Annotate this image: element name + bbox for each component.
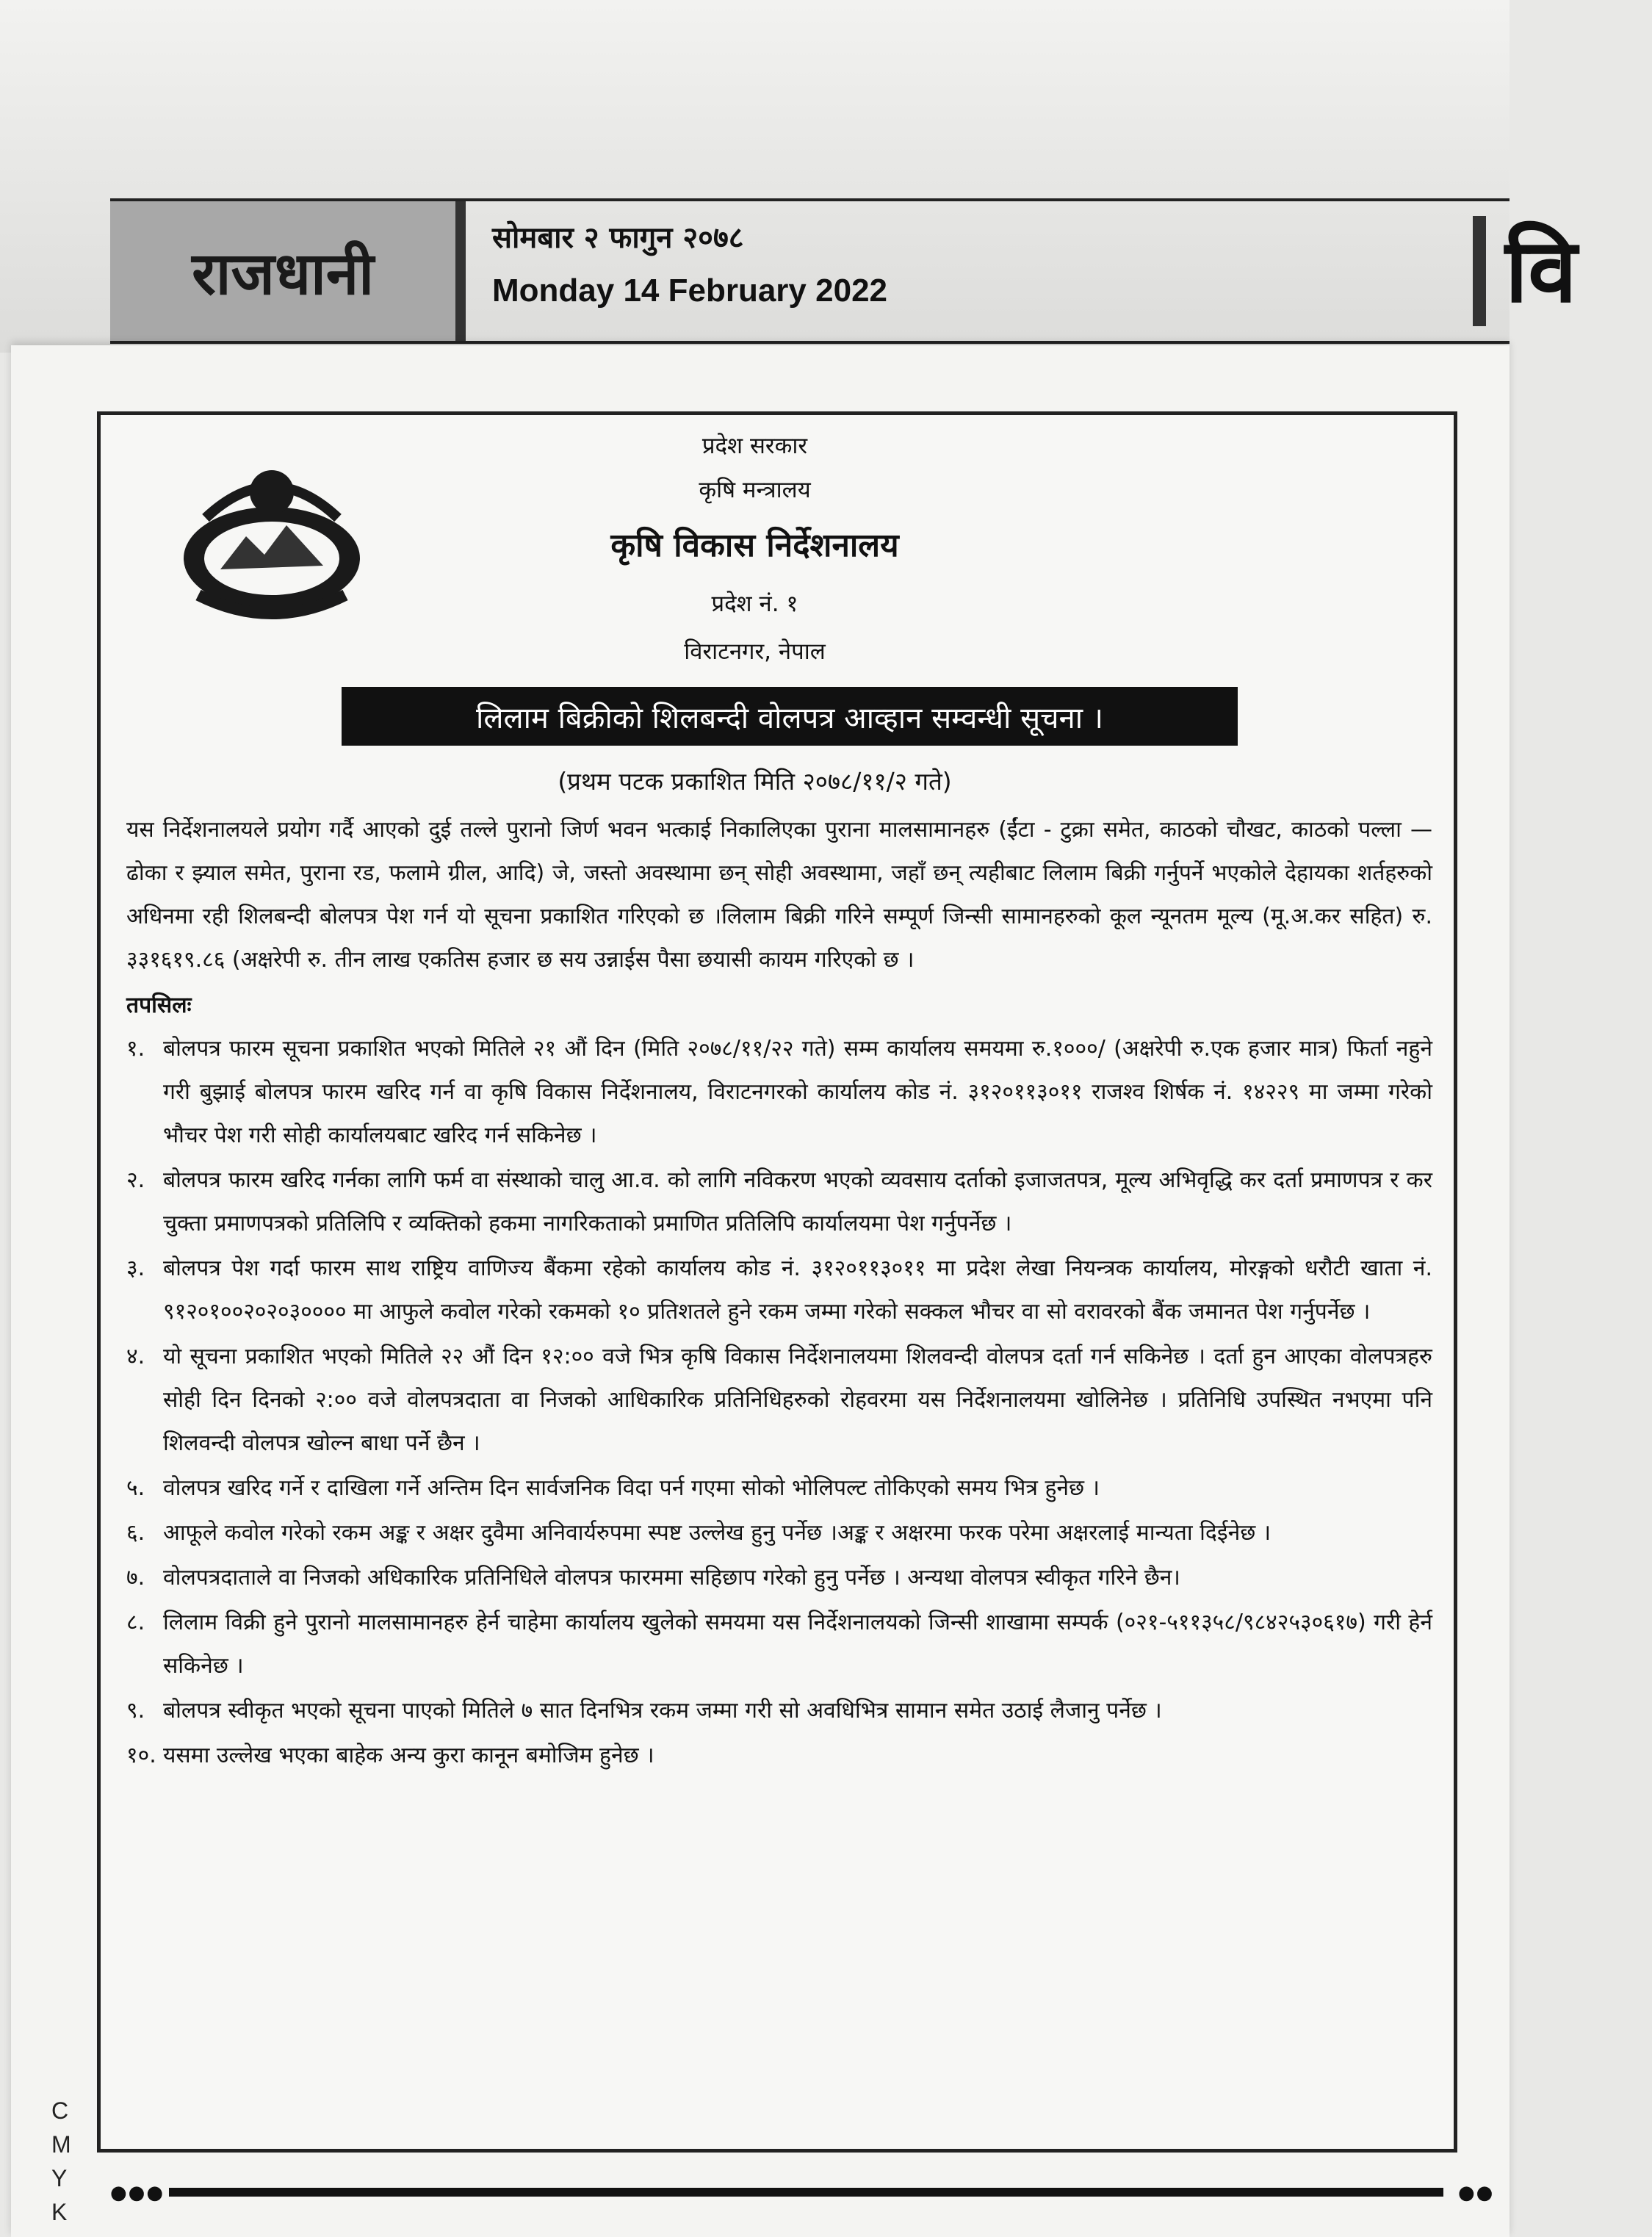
condition-text: यसमा उल्लेख भएका बाहेक अन्य कुरा कानून बमोजिम हुनेछ । (163, 1743, 654, 1768)
intro-paragraph: यस निर्देशनालयले प्रयोग गर्दै आएको दुई तल्ले पुरानो जिर्ण भवन भत्काई निकालिएका पुराना मालसामानहरु (ईंटा - टुक्रा समेत, काठको चौखट, काठको पल्ला — ढोका र झ्याल समेत, पुराना रड, फलामे ग्रील, आदि) जे, जस्तो अवस्थामा छन् सोही अवस्थामा, जहाँ छन् त्यहीबाट लिलाम बिक्री गर्नुपर्ने भएकोले देहायका शर्तहरुको अधिनमा रही शिलबन्दी बोलपत्र पेश गर्न यो सूचना प्रकाशित गरिएको छ ।लिलाम बिक्री गरिने सम्पूर्ण जिन्सी सामानहरुको कूल न्यूनतम मूल्य (मू.अ.कर सहित) रु. ३३१६१९.८६ (अक्षरेपी रु. तीन लाख एकतिस हजार छ सय उन्नाईस पैसा छयासी कायम गरिएको छ । (126, 817, 1432, 973)
condition-text: आफूले कवोल गरेको रकम अङ्क र अक्षर दुवैमा अनिवार्यरुपमा स्पष्ट उल्लेख हुनु पर्नेछ ।अङ्क र अक्षरमा फरक परेमा अक्षरलाई मान्यता दिईनेछ । (163, 1520, 1272, 1546)
condition-text: बोलपत्र फारम खरिद गर्नका लागि फर्म वा संस्थाको चालु आ.व. को लागि नविकरण भएको व्यवसाय दर्ताको इजाजतपत्र, मूल्य अभिवृद्धि कर दर्ता प्रमाणपत्र र कर चुक्ता प्रमाणपत्रको प्रतिलिपि र व्यक्तिको हकमा नागरिकताको प्रमाणित प्रतिलिपि कार्यालयमा पेश गर्नुपर्नेछ । (163, 1167, 1432, 1236)
province-line: प्रदेश नं. १ (711, 591, 798, 617)
date-nepali: सोमबार २ फागुन २०७८ (492, 221, 744, 255)
condition-item (126, 1466, 1432, 1510)
condition-number: ३. (126, 1256, 145, 1281)
newspaper-name: राजधानी (110, 201, 466, 341)
condition-item (126, 1511, 1432, 1555)
condition-number: २. (126, 1167, 145, 1193)
masthead-right-fragment: वि (1473, 216, 1652, 326)
condition-text: वोलपत्र खरिद गर्ने र दाखिला गर्ने अन्तिम दिन सार्वजनिक विदा पर्न गएमा सोको भोलिपल्ट तोकिएको समय भित्र हुनेछ । (163, 1475, 1100, 1501)
condition-item (126, 1335, 1432, 1465)
condition-item (126, 1689, 1432, 1732)
notice-title-band: लिलाम बिक्रीको शिलबन्दी वोलपत्र आव्हान सम्वन्धी सूचना । (342, 687, 1238, 746)
condition-text: वोलपत्रदाताले वा निजको अधिकारिक प्रतिनिधिले वोलपत्र फारममा सहिछाप गरेको हुनु पर्नेछ । अन्यथा वोलपत्र स्वीकृत गरिने छैन। (163, 1565, 1180, 1591)
conditions-list (126, 1027, 1432, 1777)
registration-dots: ●●● (110, 2182, 165, 2204)
details-heading: तपसिलः (126, 993, 192, 1018)
condition-number: ९. (126, 1698, 145, 1723)
condition-number: ७. (126, 1565, 145, 1591)
print-mark: K (51, 2199, 68, 2225)
ministry-line: कृषि मन्त्रालय (699, 477, 811, 503)
condition-item (126, 1247, 1432, 1333)
print-mark: Y (51, 2165, 68, 2191)
print-mark: M (51, 2131, 71, 2158)
location-line: विराटनगर, नेपाल (684, 638, 826, 665)
condition-text: बोलपत्र स्वीकृत भएको सूचना पाएको मितिले ७ सात दिनभित्र रकम जम्मा गरी सो अवधिभित्र सामान समेत उठाई लैजानु पर्नेछ । (163, 1698, 1162, 1723)
condition-number: ४. (126, 1344, 145, 1369)
condition-item (126, 1159, 1432, 1245)
footer-rule (169, 2188, 1443, 2197)
condition-number: १. (126, 1036, 145, 1062)
condition-item (126, 1556, 1432, 1599)
newspaper-masthead (110, 198, 1577, 344)
condition-number: १०. (126, 1743, 156, 1768)
condition-item (126, 1027, 1432, 1157)
condition-text: लिलाम विक्री हुने पुरानो मालसामानहरु हेर्न चाहेमा कार्यालय खुलेको समयमा यस निर्देशनालयको जिन्सी शाखामा सम्पर्क (०२१-५११३५८/९८४२५३०६१७) गरी हेर्न सकिनेछ । (163, 1610, 1432, 1679)
date-english: Monday 14 February 2022 (492, 273, 888, 309)
condition-number: ५. (126, 1475, 145, 1501)
cmyk-print-marks (51, 2094, 73, 2229)
notice-body (126, 808, 1432, 1777)
registration-dots: ●● (1458, 2182, 1495, 2204)
condition-item (126, 1734, 1432, 1777)
condition-text: बोलपत्र फारम सूचना प्रकाशित भएको मितिले २१ औं दिन (मिति २०७८/११/२२ गते) सम्म कार्यालय समयमा रु.१०००/ (अक्षरेपी रु.एक हजार मात्र) फिर्ता नहुने गरी बुझाई बोलपत्र फारम खरिद गर्न वा कृषि विकास निर्देशनालय, विराटनगरको कार्यालय कोड नं. ३१२०११३०११ राजश्व शिर्षक नं. १४२२९ मा जम्मा गरेको भौचर पेश गरी सोही कार्यालयबाट खरिद गर्न सकिनेछ । (163, 1036, 1432, 1148)
condition-number: ८. (126, 1610, 145, 1635)
print-mark: C (51, 2097, 69, 2124)
directorate-title: कृषि विकास निर्देशनालय (610, 527, 899, 564)
condition-number: ६. (126, 1520, 145, 1546)
condition-text: बोलपत्र पेश गर्दा फारम साथ राष्ट्रिय वाणिज्य बैंकमा रहेको कार्यालय कोड नं. ३१२०११३०११ मा प्रदेश लेखा नियन्त्रक कार्यालय, मोरङ्गको धरौटी खाता नं. ९१२०१००२०२०३०००० मा आफुले कवोल गरेको रकमको १० प्रतिशतले हुने रकम जम्मा गरेको सक्कल भौचर वा सो वरावरको बैंक जमानत पेश गर्नुपर्नेछ । (163, 1256, 1432, 1325)
condition-text: यो सूचना प्रकाशित भएको मितिले २२ औं दिन १२:०० वजे भित्र कृषि विकास निर्देशनालयमा शिलवन्दी वोलपत्र दर्ता गर्न सकिनेछ । दर्ता हुन आएका वोलपत्रहरु सोही दिन दिनको २:०० वजे वोलपत्रदाता वा निजको आधिकारिक प्रतिनिधिहरुको रोहवरमा यस निर्देशनालयमा खोलिनेछ । प्रतिनिधि उपस्थित नभएमा पनि शिलवन्दी वोलपत्र खोल्न बाधा पर्ने छैन । (163, 1344, 1432, 1456)
masthead-date (492, 216, 887, 309)
condition-item (126, 1601, 1432, 1687)
publication-date: (प्रथम पटक प्रकाशित मिति २०७८/११/२ गते) (558, 767, 952, 796)
government-line: प्रदेश सरकार (701, 433, 808, 459)
